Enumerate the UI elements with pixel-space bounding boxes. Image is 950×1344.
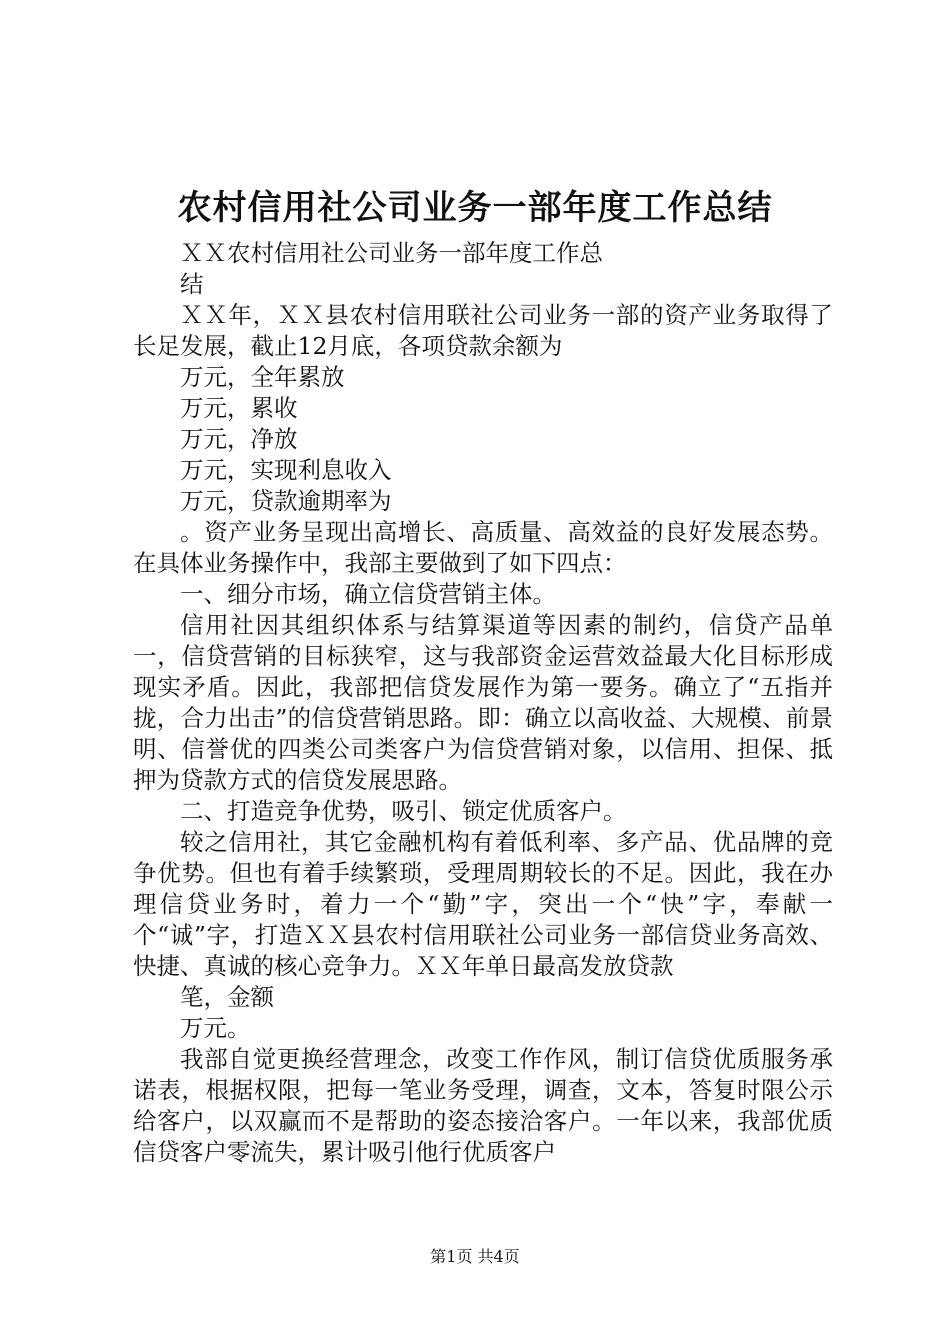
body-paragraph: 笔，金额 <box>180 983 274 1011</box>
section-heading: 二、打造竞争优势，吸引、锁定优质客户。 <box>180 797 627 825</box>
body-paragraph: 结 <box>180 270 204 298</box>
body-paragraph: 信用社因其组织体系与结算渠道等因素的制约，信贷产品单一，信贷营销的目标狭窄，这与我部资金运营效益最大化目标形成现实矛盾。因此，我部把信贷发展作为第一要务。确立了“五指并拢，合力出击”的信贷营销思路。即：确立以高收益、大规模、前景明、信誉优的四类公司类客户为信贷营销对象，以信用、担保、抵押为贷款方式的信贷发展思路。 <box>133 611 833 794</box>
body-paragraph: ＸＸ年，ＸＸ县农村信用联社公司业务一部的资产业务取得了长足发展，截止12月底，各项贷款余额为 <box>133 301 833 360</box>
body-paragraph: ＸＸ农村信用社公司业务一部年度工作总 <box>180 239 603 267</box>
page-number-footer: 第1页 共4页 <box>430 1247 520 1266</box>
body-paragraph: 万元，累收 <box>180 394 298 422</box>
body-paragraph: 万元，贷款逾期率为 <box>180 487 392 515</box>
document-title: 农村信用社公司业务一部年度工作总结 <box>177 188 773 228</box>
section-heading: 一、细分市场，确立信贷营销主体。 <box>180 580 556 608</box>
body-paragraph: 万元，全年累放 <box>180 363 345 391</box>
body-paragraph: 万元，实现利息收入 <box>180 456 392 484</box>
body-paragraph: 。资产业务呈现出高增长、高质量、高效益的良好发展态势。在具体业务操作中，我部主要做到了如下四点： <box>133 518 833 577</box>
document-body <box>133 238 833 1168</box>
body-paragraph: 较之信用社，其它金融机构有着低利率、多产品、优品牌的竞争优势。但也有着手续繁琐，受理周期较长的不足。因此，我在办理信贷业务时，着力一个“勤”字，突出一个“快”字，奉献一个“诚”字，打造ＸＸ县农村信用联社公司业务一部信贷业务高效、快捷、真诚的核心竞争力。ＸＸ年单日最高发放贷款 <box>133 828 833 980</box>
body-paragraph: 万元，净放 <box>180 425 298 453</box>
body-paragraph: 万元。 <box>180 1014 251 1042</box>
body-paragraph: 我部自觉更换经营理念，改变工作作风，制订信贷优质服务承诺表，根据权限，把每一笔业务受理，调查，文本，答复时限公示给客户，以双赢而不是帮助的姿态接洽客户。一年以来，我部优质信贷客户零流失，累计吸引他行优质客户 <box>133 1045 833 1166</box>
